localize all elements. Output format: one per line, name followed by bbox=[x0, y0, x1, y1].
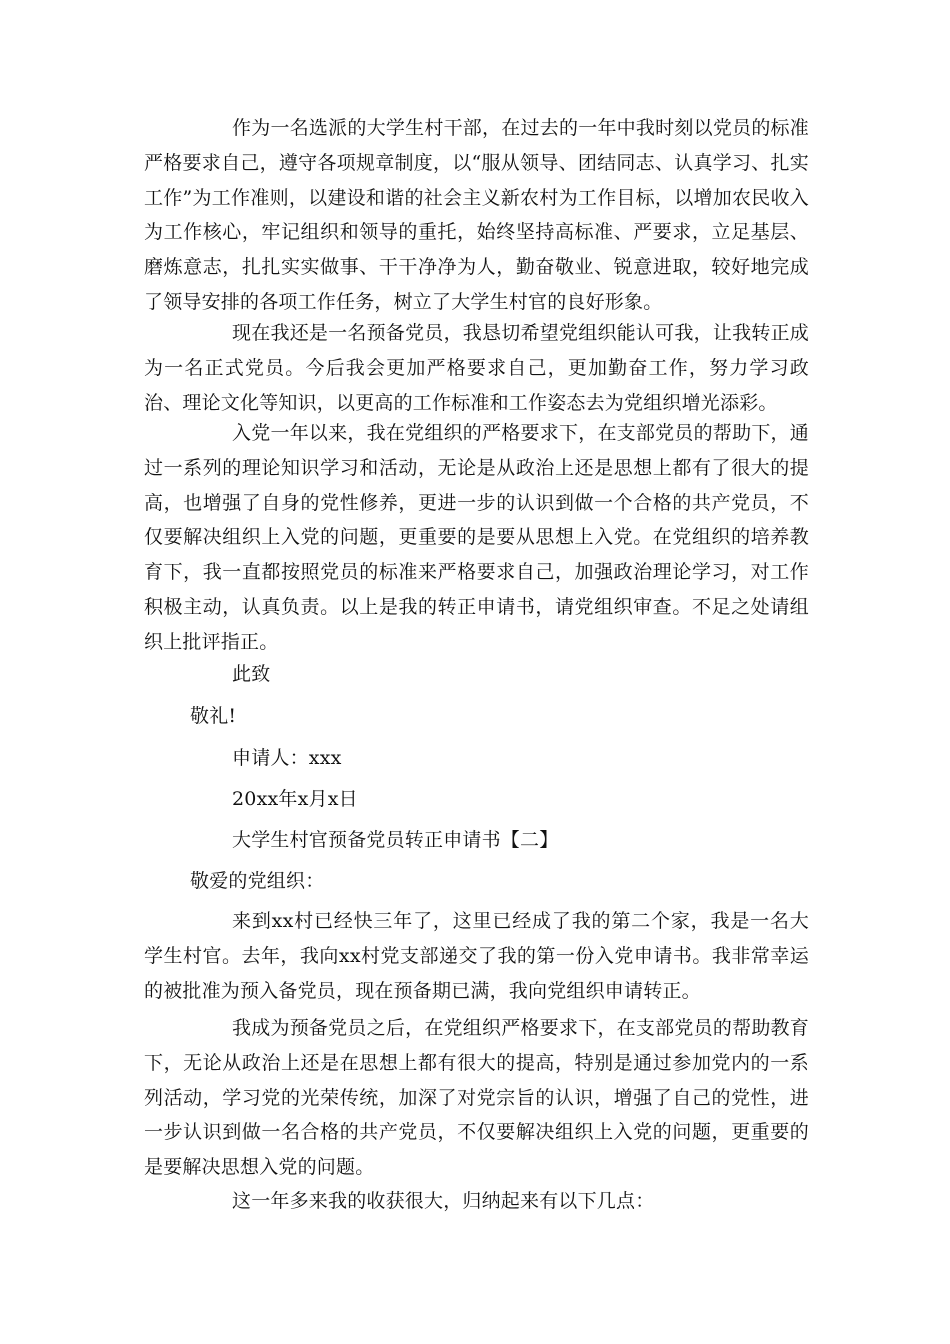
closing-cizhi: 此致 bbox=[232, 663, 271, 685]
paragraph-village-intro: 来到xx村已经快三年了，这里已经成了我的第二个家，我是一名大学生村官。去年，我向xx村党支部递交了我的第一份入党申请书。我非常幸运的被批准为预入备党员，现在预备期已满，我向党组织申请转正。 bbox=[144, 910, 809, 1002]
application-date: 20xx年x月x日 bbox=[232, 788, 358, 810]
section-title: 大学生村官预备党员转正申请书【二】 bbox=[232, 829, 559, 851]
paragraph-one-year-review: 入党一年以来，我在党组织的严格要求下，在支部党员的帮助下，通过一系列的理论知识学习和活动，无论是从政治上还是思想上都有了很大的提高，也增强了自身的党性修养，更进一步的认识到做一个合格的共产党员，不仅要解决组织上入党的问题，更重要的是要从思想上入党。在党组织的培养教育下，我一直都按照党员的标准来严格要求自己，加强政治理论学习，对工作积极主动，认真负责。以上是我的转正申请书，请党组织审查。不足之处请组织上批评指正。 bbox=[144, 422, 809, 653]
salutation: 敬爱的党组织： bbox=[190, 870, 325, 892]
closing-jingli: 敬礼! bbox=[190, 705, 237, 727]
paragraph-gains-intro: 这一年多来我的收获很大，归纳起来有以下几点： bbox=[232, 1190, 655, 1212]
paragraph-after-probation: 我成为预备党员之后，在党组织严格要求下，在支部党员的帮助教育下，无论从政治上还是在思想上都有很大的提高，特别是通过参加党内的一系列活动，学习党的光荣传统，加深了对党宗旨的认识，增强了自己的党性，进一步认识到做一名合格的共产党员，不仅要解决组织上入党的问题，更重要的是要解决思想入党的问题。 bbox=[144, 1017, 809, 1179]
applicant-signature: 申请人：xxx bbox=[232, 747, 342, 769]
paragraph-work-summary: 作为一名选派的大学生村干部，在过去的一年中我时刻以党员的标准严格要求自己，遵守各项规章制度，以“服从领导、团结同志、认真学习、扎实工作”为工作准则，以建设和谐的社会主义新农村为工作目标，以增加农民收入为工作核心，牢记组织和领导的重托，始终坚持高标准、严要求，立足基层、磨炼意志，扎扎实实做事、干干净净为人，勤奋敬业、锐意进取，较好地完成了领导安排的各项工作任务，树立了大学生村官的良好形象。 bbox=[144, 117, 809, 313]
paragraph-probationary-wish: 现在我还是一名预备党员，我恳切希望党组织能认可我，让我转正成为一名正式党员。今后我会更加严格要求自己，更加勤奋工作，努力学习政治、理论文化等知识，以更高的工作标准和工作姿态去为党组织增光添彩。 bbox=[144, 322, 809, 414]
